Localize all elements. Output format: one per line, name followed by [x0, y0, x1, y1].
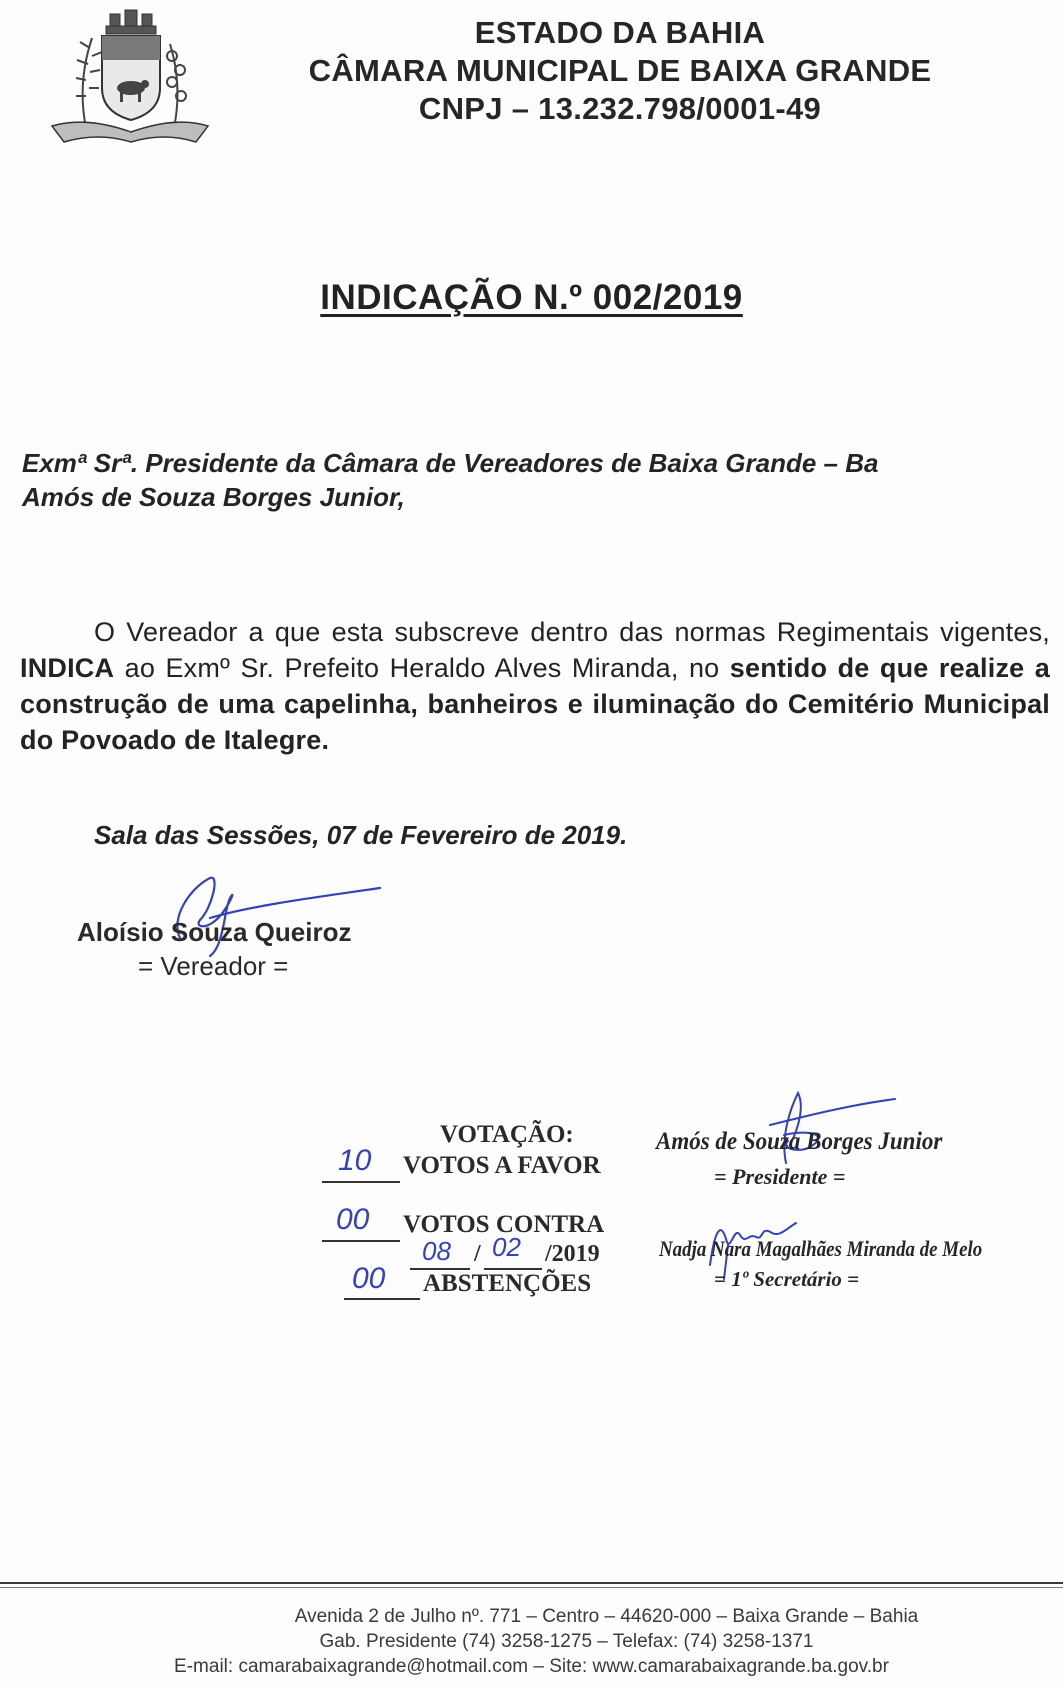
favor-label: VOTOS A FAVOR: [403, 1152, 601, 1179]
addressee-block: [22, 446, 1022, 514]
letterhead: [260, 14, 980, 128]
body-part-1: O Vereador a que esta subscreve dentro das normas Regimentais vigentes,: [94, 617, 1050, 647]
voting-title: VOTAÇÃO:: [440, 1121, 574, 1148]
favor-blank: [322, 1181, 400, 1183]
contra-value: 00: [336, 1203, 370, 1236]
author-name: Aloísio Souza Queiroz: [77, 917, 352, 947]
footer-phones: Gab. Presidente (74) 3258-1275 – Telefax: (74) 3258-1371: [319, 1631, 814, 1652]
addressee-line-1: Exmª Srª. Presidente da Câmara de Vereadores de Baixa Grande – Ba: [22, 448, 879, 478]
document-title-text: INDICAÇÃO N.º 002/2019: [320, 278, 743, 317]
president-name: Amós de Souza Borges Junior: [656, 1128, 943, 1155]
favor-value: 10: [338, 1144, 372, 1177]
footer-contact: E-mail: camarabaixagrande@hotmail.com – Site: www.camarabaixagrande.ba.gov.br: [174, 1656, 889, 1677]
municipal-coat-of-arms-icon: [46, 8, 214, 144]
session-date: Sala das Sessões, 07 de Fevereiro de 2019.: [94, 820, 628, 850]
contra-label: VOTOS CONTRA: [403, 1211, 605, 1238]
date-month: 02: [492, 1232, 521, 1262]
date-separator: /: [474, 1241, 481, 1267]
author-role: = Vereador =: [138, 951, 289, 981]
abstencoes-label: ABSTENÇÕES: [423, 1270, 592, 1297]
letterhead-chamber: CÂMARA MUNICIPAL DE BAIXA GRANDE: [308, 53, 932, 88]
addressee-line-2: Amós de Souza Borges Junior,: [22, 482, 405, 512]
letterhead-cnpj: CNPJ – 13.232.798/0001-49: [418, 91, 822, 126]
president-role: = Presidente =: [714, 1164, 846, 1189]
contra-blank: [322, 1240, 400, 1242]
secretary-role: = 1º Secretário =: [714, 1267, 860, 1291]
body-indica: INDICA: [20, 653, 115, 683]
body-part-3: sentido de que realize a construção de uma capelinha, banheiros e iluminação do Cemitério Municipal do Povoado de Italegre.: [20, 653, 1050, 755]
date-year: /2019: [545, 1241, 600, 1267]
abstencoes-blank: [344, 1298, 420, 1300]
body-part-2: ao Exmº Sr. Prefeito Heraldo Alves Miranda, no: [114, 653, 730, 683]
document-title: [0, 278, 1063, 318]
body-paragraph: [20, 614, 1050, 758]
letterhead-state: ESTADO DA BAHIA: [474, 15, 766, 50]
footer-address: Avenida 2 de Julho nº. 771 – Centro – 44620-000 – Baixa Grande – Bahia: [294, 1606, 919, 1627]
footer-rule: [0, 1582, 1063, 1584]
date-day: 08: [422, 1236, 451, 1266]
footer: [0, 1604, 1063, 1679]
footer-rule-thin: [0, 1587, 1063, 1588]
secretary-name: Nadja Nara Magalhães Miranda de Melo: [659, 1236, 983, 1261]
abstencoes-value: 00: [352, 1262, 386, 1295]
